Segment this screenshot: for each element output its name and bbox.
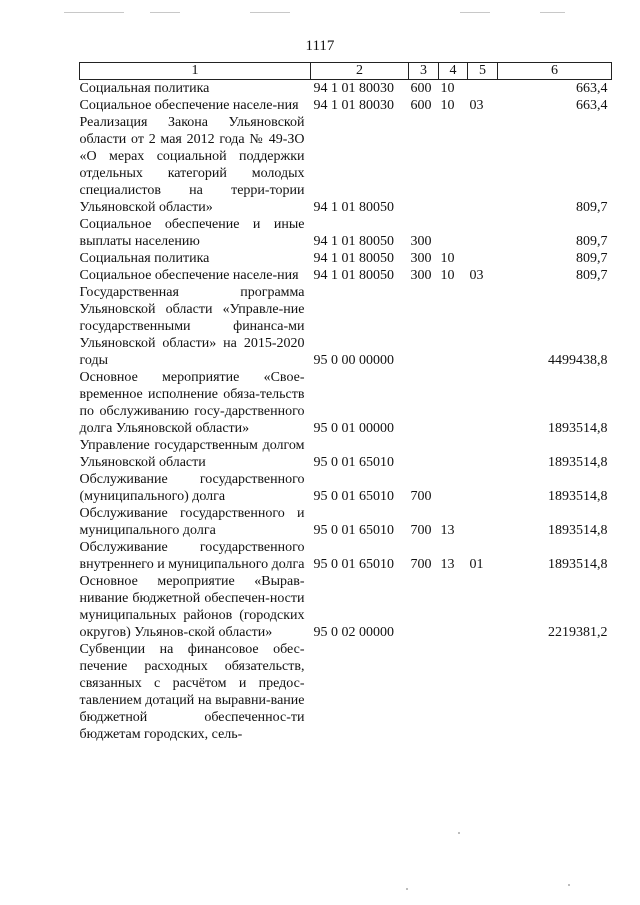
row-col4 (439, 641, 468, 743)
row-col4 (439, 437, 468, 471)
row-amount: 1893514,8 (548, 455, 608, 470)
row-col4: 10 (440, 81, 455, 96)
scan-artifact (64, 12, 124, 13)
table-row (80, 471, 612, 505)
table-row (80, 539, 612, 573)
row-col3 (409, 369, 439, 437)
row-col5: 03 (469, 268, 484, 283)
row-col3: 600 (410, 98, 432, 113)
row-col5 (468, 216, 498, 250)
scan-artifact (150, 12, 180, 13)
row-col5 (468, 114, 498, 216)
row-col4: 13 (440, 557, 455, 572)
scan-artifact (250, 12, 290, 13)
header-col-2: 2 (311, 63, 409, 80)
scan-artifact (406, 888, 408, 890)
table-row (80, 250, 612, 267)
header-col-1: 1 (80, 63, 311, 80)
row-col4 (439, 573, 468, 641)
budget-table (79, 62, 612, 743)
table-row (80, 284, 612, 369)
row-amount: 809,7 (576, 268, 608, 283)
row-name: Социальное обеспечение и иные выплаты населению (79, 217, 305, 249)
row-code: 95 0 02 00000 (313, 625, 394, 640)
row-amount: 809,7 (576, 200, 608, 215)
row-code: 94 1 01 80030 (313, 98, 394, 113)
row-col4: 10 (440, 268, 455, 283)
row-code: 94 1 01 80050 (313, 200, 394, 215)
row-amount: 1893514,8 (548, 489, 608, 504)
row-name: Управление государственным долгом Ульяновской области (79, 438, 305, 470)
row-name: Социальное обеспечение населе-ния (79, 98, 299, 113)
row-amount: 2219381,2 (548, 625, 608, 640)
row-name: Субвенции на финансовое обес-печение расходных обязательств, связанных с расчётом и предос-тавлением дотаций на выравни-вание бюджетной обеспеченнос-ти бюджетам городских, сель- (79, 642, 305, 742)
row-amount: 1893514,8 (548, 421, 608, 436)
row-col3 (409, 641, 439, 743)
row-col3: 300 (410, 268, 432, 283)
row-name: Основное мероприятие «Свое-временное исполнение обяза-тельств по обслуживанию госу-дарственного долга Ульяновской области» (79, 370, 305, 436)
row-col5 (468, 471, 498, 505)
row-code: 95 0 01 65010 (313, 523, 394, 538)
row-col5 (468, 80, 498, 98)
table-row (80, 573, 612, 641)
table-header (80, 63, 612, 80)
table-row (80, 114, 612, 216)
table-row (80, 505, 612, 539)
table-body (80, 80, 612, 744)
row-code: 95 0 01 00000 (313, 421, 394, 436)
row-col3: 300 (410, 234, 432, 249)
row-name: Государственная программа Ульяновской области «Управле-ние государственными финанса-ми Ульяновской области» на 2015-2020 годы (79, 285, 305, 368)
table-row (80, 216, 612, 250)
scan-artifact (540, 12, 565, 13)
row-col4 (439, 471, 468, 505)
row-col5 (468, 369, 498, 437)
table-row (80, 437, 612, 471)
row-name: Социальная политика (79, 251, 210, 266)
row-amount: 809,7 (576, 234, 608, 249)
row-col5 (468, 573, 498, 641)
row-amount: 1893514,8 (548, 523, 608, 538)
row-code: 95 0 01 65010 (313, 557, 394, 572)
row-code: 94 1 01 80050 (313, 251, 394, 266)
row-col5 (468, 284, 498, 369)
row-code (311, 641, 409, 743)
row-code: 94 1 01 80030 (313, 81, 394, 96)
row-col5: 03 (469, 98, 484, 113)
row-amount: 663,4 (576, 98, 608, 113)
scan-artifact (460, 12, 490, 13)
table-row (80, 369, 612, 437)
row-name: Обслуживание государственного внутреннего и муниципального долга (79, 540, 305, 572)
row-col3 (409, 437, 439, 471)
row-code: 95 0 00 00000 (313, 353, 394, 368)
row-code: 95 0 01 65010 (313, 455, 394, 470)
row-col4: 10 (440, 98, 455, 113)
row-col4: 10 (440, 251, 455, 266)
row-col3: 300 (410, 251, 432, 266)
row-col5: 01 (469, 557, 484, 572)
row-amount (498, 641, 612, 743)
header-col-4: 4 (439, 63, 468, 80)
row-col4 (439, 114, 468, 216)
table-row (80, 641, 612, 743)
row-col5 (468, 437, 498, 471)
row-amount: 663,4 (576, 81, 608, 96)
row-name: Обслуживание государственного и муниципального долга (79, 506, 305, 538)
row-code: 94 1 01 80050 (313, 268, 394, 283)
row-amount: 809,7 (576, 251, 608, 266)
row-name: Социальное обеспечение населе-ния (79, 268, 299, 283)
row-code: 95 0 01 65010 (313, 489, 394, 504)
row-col4 (439, 284, 468, 369)
table-row (80, 80, 612, 98)
row-name: Основное мероприятие «Вырав-нивание бюджетной обеспечен-ности муниципальных районов (городских округов) Ульянов-ской области» (79, 574, 305, 640)
row-amount: 1893514,8 (548, 557, 608, 572)
page-number: 1117 (305, 38, 335, 54)
row-name: Социальная политика (79, 81, 210, 96)
row-col3: 700 (410, 557, 432, 572)
row-col3: 600 (410, 81, 432, 96)
row-col4 (439, 216, 468, 250)
row-col3 (409, 284, 439, 369)
row-code: 94 1 01 80050 (313, 234, 394, 249)
row-name: Реализация Закона Ульяновской области от 2 мая 2012 года № 49-ЗО «О мерах социальной поддержки отдельных категорий молодых специалистов на терри-тории Ульяновской области» (79, 115, 305, 215)
row-col5 (468, 641, 498, 743)
row-col3: 700 (410, 489, 432, 504)
row-col5 (468, 505, 498, 539)
row-col3 (409, 573, 439, 641)
scan-artifact (458, 832, 460, 834)
header-col-3: 3 (409, 63, 439, 80)
row-col5 (468, 250, 498, 267)
scan-artifact (568, 884, 570, 886)
row-name: Обслуживание государственного (муниципального) долга (79, 472, 305, 504)
table-row (80, 97, 612, 114)
row-col4 (439, 369, 468, 437)
header-col-6: 6 (498, 63, 612, 80)
row-col3: 700 (410, 523, 432, 538)
row-amount: 4499438,8 (548, 353, 608, 368)
table-row (80, 267, 612, 284)
row-col3 (409, 114, 439, 216)
header-col-5: 5 (468, 63, 498, 80)
row-col4: 13 (440, 523, 455, 538)
